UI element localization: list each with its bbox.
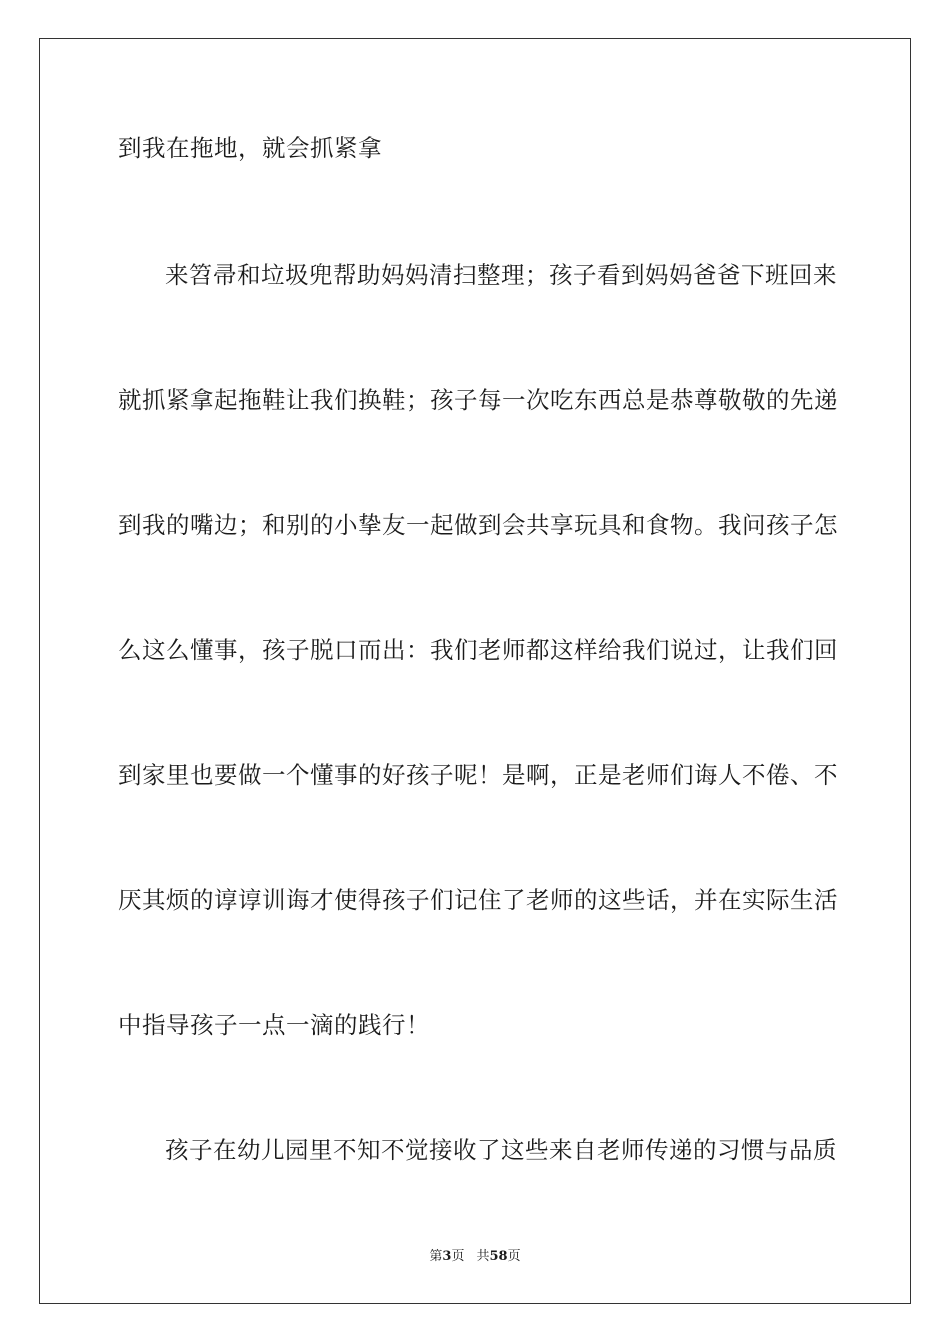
page-number: 3 bbox=[442, 1249, 452, 1264]
text-line-6: 到家里也要做一个懂事的好孩子呢！是啊，正是老师们诲人不倦、不 bbox=[118, 761, 838, 789]
text-line-4: 到我的嘴边；和别的小挚友一起做到会共享玩具和食物。我问孩子怎 bbox=[118, 511, 838, 539]
total-suffix: 页 bbox=[507, 1249, 521, 1264]
page-suffix: 页 bbox=[451, 1249, 465, 1264]
text-line-7: 厌其烦的谆谆训诲才使得孩子们记住了老师的这些话，并在实际生活 bbox=[118, 886, 838, 914]
total-pages: 58 bbox=[489, 1249, 508, 1264]
total-prefix: 共 bbox=[476, 1249, 490, 1264]
page-footer bbox=[0, 1248, 950, 1266]
page-border bbox=[39, 38, 911, 1304]
text-line-5: 么这么懂事，孩子脱口而出：我们老师都这样给我们说过，让我们回 bbox=[118, 636, 838, 664]
text-line-1: 到我在拖地，就会抓紧拿 bbox=[118, 134, 382, 162]
text-line-3: 就抓紧拿起拖鞋让我们换鞋；孩子每一次吃东西总是恭尊敬敬的先递 bbox=[118, 386, 838, 414]
text-line-9: 孩子在幼儿园里不知不觉接收了这些来自老师传递的习惯与品质 bbox=[165, 1136, 837, 1164]
text-line-2: 来笤帚和垃圾兜帮助妈妈清扫整理；孩子看到妈妈爸爸下班回来 bbox=[165, 261, 837, 289]
text-line-8: 中指导孩子一点一滴的践行！ bbox=[118, 1011, 430, 1039]
page-prefix: 第 bbox=[429, 1249, 443, 1264]
